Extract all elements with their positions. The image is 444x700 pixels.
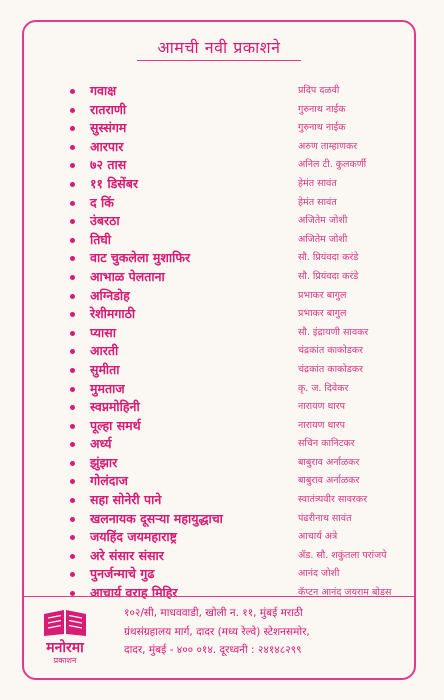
- book-title: तिघी: [90, 231, 111, 247]
- book-title: आरपार: [90, 138, 124, 154]
- bullet-icon: [70, 145, 75, 150]
- book-title: ११ डिसेंबर: [90, 175, 138, 191]
- list-item: [64, 82, 404, 101]
- list-item: [64, 547, 404, 566]
- list-item: [64, 231, 404, 250]
- book-title: सहा सोनेरी पाने: [90, 492, 162, 508]
- bullet-icon: [70, 517, 75, 522]
- list-item: [64, 565, 404, 584]
- list-item: [64, 119, 404, 138]
- list-item: [64, 528, 404, 547]
- book-author: चंद्रकांत काकोडकर: [298, 345, 364, 357]
- book-author: हेमंत सावंत: [298, 177, 337, 189]
- bullet-icon: [70, 368, 75, 373]
- list-item: [64, 435, 404, 454]
- bullet-icon: [70, 387, 75, 392]
- book-title: रेशीमगाठी: [90, 306, 136, 322]
- book-title: उंबरठा: [90, 213, 120, 229]
- list-item: [64, 417, 404, 436]
- list-item: [64, 584, 404, 603]
- bullet-icon: [70, 256, 75, 261]
- list-item: [64, 287, 404, 306]
- book-title: रातराणी: [90, 101, 127, 117]
- address-line-1: १०२/सी, माधववाडी, खोली न. ११, मुंबई मराठी: [124, 607, 303, 619]
- bullet-icon: [70, 498, 75, 503]
- bullet-icon: [70, 312, 75, 317]
- address-line-2: ग्रंथसंग्रहालय मार्ग, दादर (मध्य रेल्वे) स्टेशनसमोर,: [124, 625, 310, 638]
- book-title: आरती: [90, 343, 119, 359]
- list-item: [64, 138, 404, 157]
- book-author: सौ. इंद्रायणी सावकर: [298, 326, 369, 338]
- publisher-logo: [30, 608, 100, 672]
- book-author: कॅप्टन आनंद जयराम बोडस: [298, 587, 392, 599]
- book-title: अर्ध्य: [90, 436, 112, 452]
- list-item: [64, 212, 404, 231]
- address-line-3: दादर, मुंबई - ४०० ०१४. दूरध्वनी : २४१४८२९९: [124, 644, 302, 656]
- list-item: [64, 249, 404, 268]
- book-author: अजितेम जोशी: [298, 233, 348, 245]
- list-item: [64, 175, 404, 194]
- page-title: आमची नवी प्रकाशने: [137, 36, 300, 61]
- list-item: [64, 268, 404, 287]
- book-title: जयहिंद जयमहाराष्ट्र: [90, 529, 177, 545]
- book-author: नारायण धारप: [298, 419, 346, 431]
- list-item: [64, 380, 404, 399]
- bullet-icon: [70, 405, 75, 410]
- book-title: ७२ तास: [90, 157, 127, 173]
- book-author: सचिन कानिटकर: [298, 438, 355, 450]
- list-item: [64, 101, 404, 120]
- publisher-name: मनोरमा: [46, 640, 84, 656]
- book-author: प्रदिप दळवी: [298, 85, 340, 96]
- list-item: [64, 454, 404, 473]
- book-title: प्यासा: [90, 324, 116, 340]
- book-author: कृ. ज. दिवेकर: [298, 382, 349, 394]
- book-title: सुमीता: [90, 361, 120, 377]
- book-author: आनंद जोशी: [298, 568, 340, 580]
- list-item: [64, 491, 404, 510]
- book-title: गवाक्ष: [90, 83, 117, 98]
- bullet-icon: [70, 442, 75, 447]
- bullet-icon: [70, 572, 75, 577]
- open-book-icon: [42, 608, 88, 638]
- book-author: आचार्य अत्रे: [298, 531, 338, 543]
- bullet-icon: [70, 201, 75, 206]
- bullet-icon: [70, 331, 75, 336]
- book-title: मुमताज: [90, 380, 125, 396]
- book-author: गुरुनाथ नाईक: [298, 122, 346, 134]
- bullet-icon: [70, 294, 75, 299]
- list-item: [64, 324, 404, 343]
- list-item: [64, 305, 404, 324]
- book-title: अग्निडोह: [90, 287, 130, 303]
- book-title: स्वप्नमोहिनी: [90, 399, 140, 415]
- title-wrap: [24, 36, 414, 61]
- book-author: सौ. प्रियंवदा करंडे: [298, 252, 359, 264]
- bullet-icon: [70, 126, 75, 131]
- list-item: [64, 472, 404, 491]
- footer-divider: [24, 596, 414, 597]
- book-list: [64, 82, 404, 603]
- book-title: द किं: [90, 194, 114, 210]
- bullet-icon: [70, 219, 75, 224]
- list-item: [64, 156, 404, 175]
- book-author: ॲड. सौ. शकुंतला परांजपे: [298, 549, 387, 561]
- book-author: अजितेम जोशी: [298, 215, 348, 227]
- book-author: अरुण ताम्हाणकर: [298, 140, 358, 152]
- bullet-icon: [70, 238, 75, 243]
- bullet-icon: [70, 479, 75, 484]
- book-author: हेमंत सावंत: [298, 196, 337, 208]
- book-author: प्रभाकर बागुल: [298, 308, 347, 320]
- book-title: अरे संसार संसार: [90, 547, 164, 563]
- bullet-icon: [70, 182, 75, 187]
- bullet-icon: [70, 349, 75, 354]
- book-author: अनिल टी. कुलकर्णी: [298, 159, 367, 171]
- book-title: गोलंदाज: [90, 473, 128, 489]
- list-item: [64, 342, 404, 361]
- bullet-icon: [70, 163, 75, 168]
- book-title: खलनायक दूसऱ्या महायुद्धाचा: [90, 510, 223, 526]
- bullet-icon: [70, 535, 75, 540]
- publisher-subtitle: प्रकाशन: [53, 656, 77, 665]
- bullet-icon: [70, 461, 75, 466]
- list-item: [64, 361, 404, 380]
- book-author: बाबुराव अर्नाळकर: [298, 475, 360, 487]
- book-title: पुनर्जन्माचे गुढ: [90, 566, 155, 582]
- list-item: [64, 194, 404, 213]
- book-title: झुंझार: [90, 454, 118, 470]
- list-item: [64, 510, 404, 529]
- book-author: नारायण धारप: [298, 401, 346, 413]
- book-author: सौ. प्रियंवदा करंडे: [298, 270, 359, 282]
- book-title: आचार्य वराह मिहिर: [90, 585, 178, 601]
- book-author: प्रभाकर बागुल: [298, 289, 347, 301]
- book-author: चंद्रकांत काकोडकर: [298, 363, 364, 375]
- bullet-icon: [70, 424, 75, 429]
- bullet-icon: [70, 554, 75, 559]
- bullet-icon: [70, 275, 75, 280]
- book-title: वाट चुकलेला मुशाफिर: [90, 250, 191, 266]
- bullet-icon: [70, 89, 75, 94]
- bullet-icon: [70, 108, 75, 113]
- book-author: स्वातंत्र्यवीर सावरकर: [298, 494, 368, 506]
- publisher-address: [124, 604, 414, 660]
- book-title: पूल्हा समर्थ: [90, 417, 141, 433]
- book-title: सुस्संगम: [90, 120, 127, 136]
- book-author: गुरुनाथ नाईक: [298, 103, 346, 115]
- catalog-frame: [22, 20, 416, 680]
- list-item: [64, 398, 404, 417]
- book-title: आभाळ पेलताना: [90, 268, 165, 284]
- book-author: बाबुराव अर्नाळकर: [298, 456, 360, 468]
- book-author: पंढरीनाथ सावंत: [298, 512, 352, 524]
